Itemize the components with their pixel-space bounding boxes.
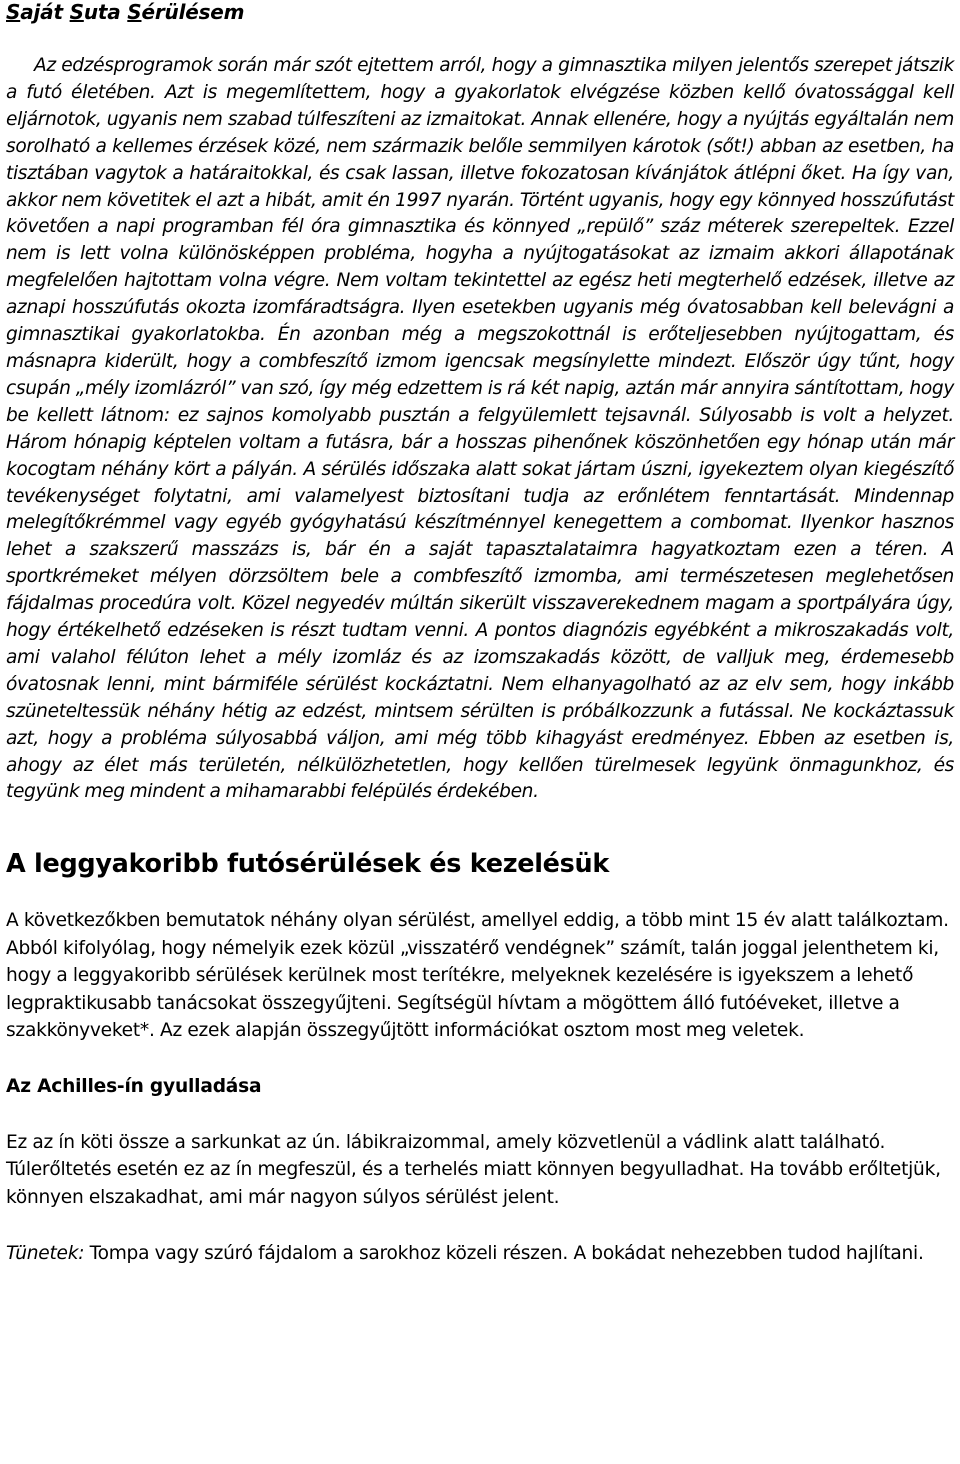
symptoms-text: Tompa vagy szúró fájdalom a sarokhoz közeli részen. A bokádat nehezebben tudod hajlítani. (84, 1243, 924, 1265)
symptoms-label: Tünetek: (6, 1243, 85, 1265)
document-page (6, 0, 954, 1268)
title-word-3-rest: érülésem (141, 0, 245, 24)
title-initial-1: S (6, 0, 21, 24)
intro-paragraph (6, 53, 954, 806)
subsection-heading: Az Achilles-ín gyulladása (6, 1075, 262, 1097)
symptoms-paragraph (6, 1240, 954, 1268)
intro-text: Az edzésprogramok során már szót ejtettem arról, hogy a gimnasztika milyen jelentős szerepet játszik a futó életében. Azt is megemlítettem, hogy a gyakorlatok elvégzése közben kellő óvatossággal kell eljárnotok, ugyanis nem szabad túlfeszíteni az izmaitokat. Annak ellenére, hogy a nyújtás egyáltalán nem sorolható a kellemes érzések közé, nem származik belőle semmilyen károtok (sőt!) abban az esetben, ha tisztában vagytok a határaitokkal, és csak lassan, illetve fokozatosan kívánjátok átlépni őket. Ha így van, akkor nem követitek el azt a hibát, amit én 1997 nyarán. Történt ugyanis, hogy egy könnyed hosszúfutást követően a napi programban fél óra gimnasztika és könnyed „repülő” száz méterek szerepeltek. Ezzel nem is lett volna különösképpen probléma, hogyha a nyújtogatásokat az izmaim akkori állapotának megfelelően hajtottam volna végre. Nem voltam tekintettel az egész heti megterhelő edzések, illetve az aznapi hosszúfutás okozta izomfáradtságra. Ilyen esetekben ugyanis még óvatosabban kell belevágni a gimnasztikai gyakorlatokba. Én azonban még a megszokottnál is erőteljesebben nyújtogattam, és másnapra kiderült, hogy a combfeszítő izmom igencsak megsínylette mindezt. Először úgy tűnt, hogy csupán „mély izomlázról” van szó, így még edzettem is rá két napig, aztán már annyira sántítottam, hogy be kellett látnom: ez sajnos komolyabb pusztán a felgyülemlett tejsavnál. Súlyosabb is volt a helyzet. Három hónapig képtelen voltam a futásra, bár a hosszas pihenőnek köszönhetően egy hónap után már kocogtam néhány kört a pályán. A sérülés időszaka alatt sokat jártam úszni, igyekeztem olyan kiegészítő tevékenységet folytatni, ami valamelyest biztosítani tudja az erőnlétem fenntartását. Mindennap melegítőkrémmel vagy egyéb gyógyhatású készítménnyel kenegettem a combomat. Ilyenkor hasznos lehet a szakszerű masszázs is, bár én a saját tapasztalataimra hagyatkoztam ezen a téren. A sportkrémeket mélyen dörzsöltem bele a combfeszítő izmomba, ami természetesen meglehetősen fájdalmas procedúra volt. Közel negyedév múltán sikerült visszaverekednem magam a sportpályára úgy, hogy értékelhető edzéseken is részt tudtam venni. A pontos diagnózis egyébként a mikroszakadás volt, ami valahol félúton lehet a mély izomláz és az izomszakadás között, de valljuk meg, érdemesebb óvatosnak lenni, mint bármiféle sérülést kockáztatni. Nem elhanyagolható az az elv sem, hogy inkább szüneteltessük néhány hétig az edzést, mintsem sérülten is próbálkozzunk a futással. Ne kockáztassuk azt, hogy a probléma súlyosabbá váljon, ami még több kihagyást eredményez. Ebben az esetben is, ahogy az élet más területén, nélkülözhetetlen, hogy kellően türelmesek legyünk önmagunkhoz, és tegyünk meg mindent a mihamarabbi felépülés érdekében. (6, 55, 954, 803)
title-word-2-rest: uta (83, 0, 128, 24)
title-initial-3: S (127, 0, 142, 24)
section-heading: A leggyakoribb futósérülések és kezelésük (6, 849, 610, 880)
subsection-paragraph: Ez az ín köti össze a sarkunkat az ún. lábikraizommal, amely közvetlenül a vádlink alatt található. Túlerőltetés esetén ez az ín megfeszül, és a terhelés miatt könnyen begyulladhat. Ha tovább erőltetjük, könnyen elszakadhat, ami már nagyon súlyos sérülést jelent. (6, 1131, 941, 1208)
intro-indent (6, 55, 34, 76)
section-paragraph: A következőkben bemutatok néhány olyan sérülést, amellyel eddig, a több mint 15 év alatt találkoztam. Abból kifolyólag, hogy némelyik ezek közül „visszatérő vendégnek” számít, talán joggal jelenthetem ki, hogy a leggyakoribb sérülések kerülnek most terítékre, melyeknek kezelésére is igyekszem a lehető legpraktikusabb tanácsokat összegyűjteni. Segítségül hívtam a mögöttem álló futóéveket, illetve a szakkönyveket*. Az ezek alapján összegyűjtött információkat osztom most meg veletek. (6, 910, 949, 1042)
title-word-1-rest: aját (20, 0, 70, 24)
title-initial-2: S (69, 0, 84, 24)
document-title (6, 0, 954, 24)
